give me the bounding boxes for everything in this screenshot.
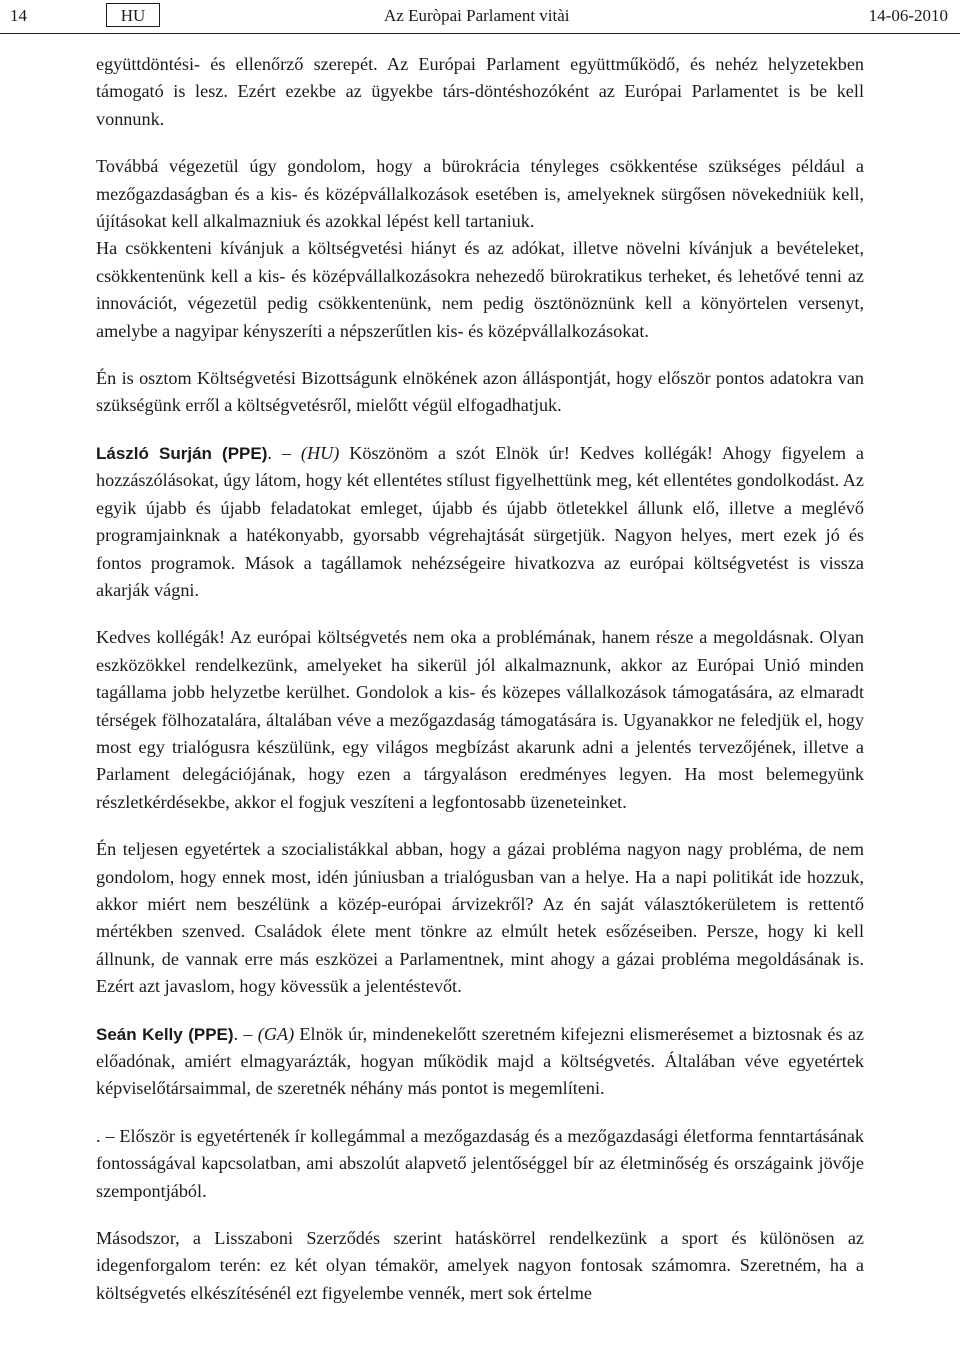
speech-language: (HU) bbox=[300, 442, 340, 463]
document-body bbox=[96, 51, 864, 1327]
speech-paragraph bbox=[96, 440, 864, 604]
paragraph: Én is osztom Költségvetési Bizottságunk elnökének azon álláspontját, hogy először pontos adatokra van szükségünk erről a költségvetésről, mielőtt végül elfogadhatjuk. bbox=[96, 368, 864, 416]
speech-paragraph bbox=[96, 1021, 864, 1103]
language-code-box: HU bbox=[106, 3, 160, 27]
paragraph: Kedves kollégák! Az európai költségvetés nem oka a problémának, hanem része a megoldásnak. Olyan eszközökkel rendelkezünk, amelyeket ha sikerül jól alkalmaznunk, akkor az Európai Unió minden tagállama jobb helyzetbe kerülhet. Gondolok a kis- és közepes vállalkozások támogatására, az elmaradt térségek fölhozatalára, általában véve a mezőgazdaság támogatására is. Ugyanakkor ne feledjük el, hogy most egy trialógusra készülünk, egy világos megbízást akarunk adni a jelentés tervezőjének, illetve a Parlament delegációjának, hogy ezen a tárgyaláson eredményes legyen. Ha most belemegyünk részletkérdésekbe, akkor el fogjuk veszíteni a legfontosabb üzeneteinket. bbox=[96, 627, 864, 812]
paragraph: Másodszor, a Lisszaboni Szerződés szerint hatáskörrel rendelkezünk a sport és különösen az idegenforgalom terén: ez két olyan témakör, amelyek nagyon fontosak számomra. Szeretném, ha a költségvetés elkészítésénél ezt figyelembe vennék, mert sok értelme bbox=[96, 1228, 864, 1303]
page-header bbox=[0, 0, 960, 34]
paragraph: Ha csökkenteni kívánjuk a költségvetési hiányt és az adókat, illetve növelni kívánjuk a bevételeket, csökkentenünk kell a kis- és középvállalkozásokra nehezedő bürokratikus terheket, és lehetővé tenni az innovációt, végezetül pedig csökkentenünk, nem pedig ösztönöznünk kell a könyörtelen versenyt, amelybe a nagyipar kényszeríti a népszerűtlen kis- és középvállalkozásokat. bbox=[96, 238, 864, 341]
speaker-name: László Surján (PPE) bbox=[96, 443, 268, 463]
speech-text: Elnök úr, mindenekelőtt szeretném kifejezni elismerésemet a biztosnak és az előadónak, amiért elmagyarázták, hogyan működik majd a költségvetés. Általában véve egyetértek képviselőtársaimmal, de szeretnék néhány más pontot is megemlíteni. bbox=[96, 1023, 864, 1099]
paragraph: . – Először is egyetértenék ír kollegámmal a mezőgazdaság és a mezőgazdasági életforma fenntartásának fontosságával kapcsolatban, ami abszolút alapvető jelentőséggel bír az életminőség és országaink jövője szempontjából. bbox=[96, 1125, 864, 1201]
speech-text: Köszönöm a szót Elnök úr! Kedves kollégák! Ahogy figyelem a hozzászólásokat, úgy látom, hogy két ellentétes stílust figyelhettünk meg, két ellentétes gondolkodást. Az egyik újabb és újabb feladatokat emleget, újabb és újabb ötletekkel állunk elő, illetve a meglévő programjainknak a hatékonyabb, gyorsabb végrehajtását sürgetjük. Nagyon helyes, mert ezek jó és fontos programok. Mások a tagállamok nehézségeire hivatkozva az európai költségvetést is vissza akarják vágni. bbox=[96, 442, 865, 600]
page-number: 14 bbox=[10, 6, 27, 25]
publication-title: Az Euròpai Parlament vitài bbox=[384, 6, 570, 25]
publication-date: 14-06-2010 bbox=[868, 6, 948, 25]
speaker-separator: . – bbox=[233, 1023, 258, 1044]
speaker-name: Seán Kelly (PPE) bbox=[96, 1024, 234, 1044]
paragraph: Én teljesen egyetértek a szocialistákkal abban, hogy a gázai probléma nagyon nagy probléma, de nem gondolom, hogy ennek most, idén júniusban a trialógusban van a helye. Ha a napi politikát ide hozzuk, akkor miért nem beszélünk a közép-európai árvizekről? Az én saját választókerületem is rettentő mértékben szenved. Családok élete ment tönkre az elmúlt hetek esőzéseiben. Persze, hogy ki kell állnunk, de vannak erre más eszközei a Parlamentnek, mint ahogy a gázai probléma megoldásának is. Ezért azt javaslom, hogy kövessük a jelentéstevőt. bbox=[96, 839, 864, 997]
paragraph: Továbbá végezetül úgy gondolom, hogy a bürokrácia tényleges csökkentése szükséges például a mezőgazdaságban és a kis- és középvállalkozások esetében is, amelyeknek sürgősen növekedniük kell, újításokat kell alkalmazniuk és azokkal lépést kell tartaniuk. bbox=[96, 156, 864, 232]
speaker-separator: . – bbox=[267, 442, 301, 463]
paragraph: együttdöntési- és ellenőrző szerepét. Az Európai Parlament együttműködő, és nehéz helyzetekben támogató is lesz. Ezért ezekbe az ügyekbe társ-döntéshozóként az Európai Parlamentet is be kell vonnunk. bbox=[96, 54, 864, 129]
header-rule bbox=[0, 33, 960, 34]
speech-language: (GA) bbox=[257, 1023, 295, 1044]
